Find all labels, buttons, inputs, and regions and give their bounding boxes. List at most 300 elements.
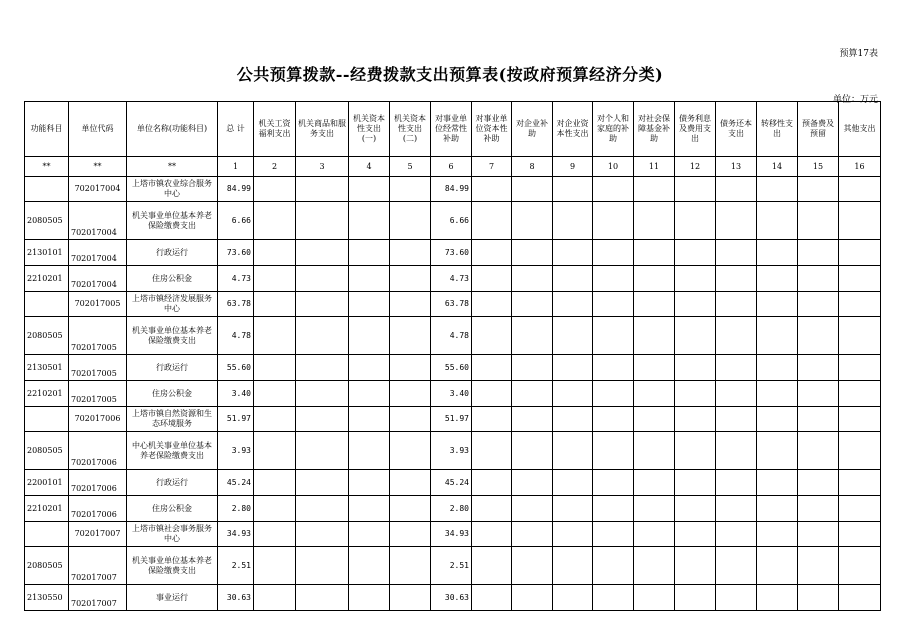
amount-cell (798, 177, 839, 202)
amount-cell: 3.40 (431, 381, 472, 407)
amount-cell (593, 292, 634, 317)
amount-cell (593, 202, 634, 240)
function-code-cell (25, 407, 69, 432)
amount-cell (798, 202, 839, 240)
unit-name-cell: 行政运行 (127, 240, 218, 266)
table-row (25, 470, 881, 496)
amount-cell (634, 317, 675, 355)
amount-cell (296, 432, 349, 470)
amount-cell (798, 547, 839, 585)
amount-cell: 30.63 (431, 585, 472, 611)
amount-cell (512, 381, 553, 407)
column-index: ** (25, 157, 69, 177)
amount-cell: 34.93 (431, 522, 472, 547)
amount-cell (634, 381, 675, 407)
amount-cell (716, 202, 757, 240)
amount-cell (593, 522, 634, 547)
amount-cell (472, 547, 512, 585)
table-row (25, 407, 881, 432)
amount-cell (757, 292, 798, 317)
amount-cell (512, 547, 553, 585)
function-code-cell: 2080505 (25, 317, 69, 355)
column-header: 单位名称(功能科目) (127, 102, 218, 157)
column-index: 16 (839, 157, 881, 177)
amount-cell: 73.60 (431, 240, 472, 266)
amount-cell (675, 355, 716, 381)
amount-cell (472, 407, 512, 432)
amount-cell (553, 202, 593, 240)
amount-cell (349, 381, 390, 407)
total-cell: 6.66 (218, 202, 254, 240)
unit-name-cell: 行政运行 (127, 470, 218, 496)
amount-cell: 6.66 (431, 202, 472, 240)
amount-cell (634, 355, 675, 381)
column-index: ** (127, 157, 218, 177)
amount-cell (716, 407, 757, 432)
amount-cell (472, 317, 512, 355)
unit-code-cell: 702017006 (69, 407, 127, 432)
amount-cell (472, 177, 512, 202)
amount-cell (839, 266, 881, 292)
unit-code-cell: 702017004 (69, 177, 127, 202)
amount-cell (254, 355, 296, 381)
unit-name-cell: 行政运行 (127, 355, 218, 381)
amount-cell: 55.60 (431, 355, 472, 381)
column-header: 功能科目 (25, 102, 69, 157)
function-code-cell: 2210201 (25, 381, 69, 407)
unit-name-cell: 上塔市镇社会事务服务中心 (127, 522, 218, 547)
amount-cell (296, 496, 349, 522)
column-index: 10 (593, 157, 634, 177)
amount-cell (798, 292, 839, 317)
amount-cell (472, 355, 512, 381)
amount-cell (798, 240, 839, 266)
amount-cell (798, 522, 839, 547)
table-row (25, 240, 881, 266)
unit-code-cell: 702017004 (69, 266, 127, 292)
function-code-cell: 2210201 (25, 266, 69, 292)
column-index: 4 (349, 157, 390, 177)
unit-name-cell: 上塔市镇自然资源和生态环境服务 (127, 407, 218, 432)
amount-cell (798, 317, 839, 355)
amount-cell (254, 381, 296, 407)
amount-cell (296, 585, 349, 611)
column-header: 机关工资福利支出 (254, 102, 296, 157)
amount-cell (593, 177, 634, 202)
amount-cell (553, 355, 593, 381)
amount-cell (798, 266, 839, 292)
column-index: 13 (716, 157, 757, 177)
amount-cell (553, 266, 593, 292)
amount-cell (675, 177, 716, 202)
function-code-cell: 2080505 (25, 202, 69, 240)
unit-code-cell: 702017004 (69, 240, 127, 266)
amount-cell (349, 240, 390, 266)
amount-cell (757, 381, 798, 407)
unit-name-cell: 机关事业单位基本养老保险缴费支出 (127, 547, 218, 585)
amount-cell (634, 585, 675, 611)
function-code-cell (25, 522, 69, 547)
amount-cell (512, 470, 553, 496)
amount-cell (839, 292, 881, 317)
amount-cell (798, 585, 839, 611)
amount-cell (512, 202, 553, 240)
amount-cell (634, 177, 675, 202)
function-code-cell: 2130101 (25, 240, 69, 266)
amount-cell (254, 317, 296, 355)
amount-cell (349, 177, 390, 202)
header-row (25, 102, 881, 157)
amount-cell (675, 266, 716, 292)
amount-cell (798, 432, 839, 470)
amount-cell (553, 547, 593, 585)
amount-cell (716, 496, 757, 522)
amount-cell (593, 432, 634, 470)
amount-cell (472, 470, 512, 496)
function-code-cell: 2080505 (25, 547, 69, 585)
amount-cell (390, 202, 431, 240)
column-index: 1 (218, 157, 254, 177)
unit-code-cell: 702017006 (69, 470, 127, 496)
column-index: 7 (472, 157, 512, 177)
total-cell: 30.63 (218, 585, 254, 611)
amount-cell (757, 202, 798, 240)
amount-cell (512, 177, 553, 202)
amount-cell (390, 177, 431, 202)
amount-cell (634, 470, 675, 496)
amount-cell (634, 432, 675, 470)
total-cell: 34.93 (218, 522, 254, 547)
amount-cell (390, 240, 431, 266)
amount-cell (512, 522, 553, 547)
amount-cell (349, 496, 390, 522)
amount-cell (839, 432, 881, 470)
amount-cell (634, 292, 675, 317)
amount-cell (593, 355, 634, 381)
column-index: 9 (553, 157, 593, 177)
amount-cell (593, 317, 634, 355)
amount-cell (254, 202, 296, 240)
amount-cell (349, 317, 390, 355)
amount-cell (553, 470, 593, 496)
amount-cell: 45.24 (431, 470, 472, 496)
column-index: 15 (798, 157, 839, 177)
function-code-cell: 2210201 (25, 496, 69, 522)
amount-cell (254, 522, 296, 547)
function-code-cell (25, 177, 69, 202)
amount-cell (593, 585, 634, 611)
column-header: 其他支出 (839, 102, 881, 157)
amount-cell (296, 240, 349, 266)
function-code-cell: 2080505 (25, 432, 69, 470)
amount-cell (798, 496, 839, 522)
unit-code-cell: 702017005 (69, 381, 127, 407)
column-index: 11 (634, 157, 675, 177)
amount-cell (349, 266, 390, 292)
amount-cell (634, 547, 675, 585)
amount-cell (553, 292, 593, 317)
column-header: 转移性支出 (757, 102, 798, 157)
amount-cell (675, 240, 716, 266)
unit-name-cell: 住房公积金 (127, 381, 218, 407)
amount-cell (472, 381, 512, 407)
amount-cell (839, 522, 881, 547)
amount-cell (675, 317, 716, 355)
column-header: 单位代码 (69, 102, 127, 157)
amount-cell (349, 585, 390, 611)
column-index: 2 (254, 157, 296, 177)
column-header: 机关资本性支出(一) (349, 102, 390, 157)
amount-cell (593, 240, 634, 266)
amount-cell (349, 432, 390, 470)
amount-cell (757, 496, 798, 522)
amount-cell (390, 470, 431, 496)
column-header: 预备费及预留 (798, 102, 839, 157)
amount-cell (296, 202, 349, 240)
amount-cell (716, 585, 757, 611)
amount-cell (593, 470, 634, 496)
amount-cell (349, 292, 390, 317)
unit-name-cell: 机关事业单位基本养老保险缴费支出 (127, 317, 218, 355)
amount-cell (512, 432, 553, 470)
amount-cell (839, 177, 881, 202)
unit-code-cell: 702017006 (69, 496, 127, 522)
function-code-cell: 2130550 (25, 585, 69, 611)
amount-cell (757, 432, 798, 470)
amount-cell (757, 177, 798, 202)
amount-cell (593, 496, 634, 522)
amount-cell (757, 355, 798, 381)
amount-cell (675, 202, 716, 240)
column-header: 对企业补助 (512, 102, 553, 157)
amount-cell (839, 202, 881, 240)
unit-code-cell: 702017005 (69, 355, 127, 381)
total-cell: 73.60 (218, 240, 254, 266)
column-index: 5 (390, 157, 431, 177)
amount-cell (839, 240, 881, 266)
amount-cell (839, 585, 881, 611)
unit-code-cell: 702017007 (69, 547, 127, 585)
amount-cell (757, 266, 798, 292)
amount-cell (593, 381, 634, 407)
unit-name-cell: 上塔市镇农业综合服务中心 (127, 177, 218, 202)
total-cell: 3.40 (218, 381, 254, 407)
amount-cell (472, 522, 512, 547)
amount-cell (634, 240, 675, 266)
amount-cell: 4.73 (431, 266, 472, 292)
amount-cell (472, 240, 512, 266)
amount-cell (349, 355, 390, 381)
amount-cell (296, 407, 349, 432)
amount-cell (349, 470, 390, 496)
amount-cell: 2.51 (431, 547, 472, 585)
amount-cell (390, 317, 431, 355)
amount-cell (512, 240, 553, 266)
column-header: 机关商品和服务支出 (296, 102, 349, 157)
column-index: 6 (431, 157, 472, 177)
unit-code-cell: 702017007 (69, 522, 127, 547)
amount-cell (716, 547, 757, 585)
column-header: 总 计 (218, 102, 254, 157)
amount-cell (716, 266, 757, 292)
amount-cell (296, 547, 349, 585)
unit-code-cell: 702017006 (69, 432, 127, 470)
amount-cell (593, 266, 634, 292)
total-cell: 3.93 (218, 432, 254, 470)
amount-cell (675, 292, 716, 317)
column-index: 14 (757, 157, 798, 177)
amount-cell (390, 547, 431, 585)
table-row (25, 496, 881, 522)
amount-cell: 51.97 (431, 407, 472, 432)
amount-cell (512, 355, 553, 381)
amount-cell (634, 496, 675, 522)
function-code-cell: 2130501 (25, 355, 69, 381)
amount-cell (296, 177, 349, 202)
unit-code-cell: 702017004 (69, 202, 127, 240)
amount-cell (254, 266, 296, 292)
column-header: 机关资本性支出(二) (390, 102, 431, 157)
amount-cell: 2.80 (431, 496, 472, 522)
amount-cell (472, 202, 512, 240)
amount-cell (390, 585, 431, 611)
amount-cell (472, 266, 512, 292)
amount-cell (839, 381, 881, 407)
table-row (25, 547, 881, 585)
amount-cell (757, 522, 798, 547)
amount-cell (716, 470, 757, 496)
amount-cell (390, 432, 431, 470)
total-cell: 2.80 (218, 496, 254, 522)
amount-cell (675, 547, 716, 585)
amount-cell (798, 407, 839, 432)
amount-cell (349, 547, 390, 585)
amount-cell (390, 292, 431, 317)
amount-cell (839, 407, 881, 432)
amount-cell (716, 432, 757, 470)
unit-code-cell: 702017005 (69, 292, 127, 317)
amount-cell (634, 522, 675, 547)
unit-name-cell: 住房公积金 (127, 266, 218, 292)
total-cell: 63.78 (218, 292, 254, 317)
amount-cell (349, 202, 390, 240)
column-header: 债务利息及费用支出 (675, 102, 716, 157)
amount-cell (675, 470, 716, 496)
table-row (25, 266, 881, 292)
amount-cell (296, 317, 349, 355)
column-header: 对企业资本性支出 (553, 102, 593, 157)
amount-cell (390, 522, 431, 547)
amount-cell (675, 432, 716, 470)
amount-cell (390, 407, 431, 432)
table-row (25, 317, 881, 355)
amount-cell (593, 407, 634, 432)
unit-name-cell: 事业运行 (127, 585, 218, 611)
table-row (25, 292, 881, 317)
amount-cell (390, 266, 431, 292)
amount-cell (254, 432, 296, 470)
amount-cell (390, 381, 431, 407)
amount-cell (553, 432, 593, 470)
amount-cell (716, 240, 757, 266)
table-row (25, 355, 881, 381)
column-header: 债务还本支出 (716, 102, 757, 157)
amount-cell (296, 522, 349, 547)
amount-cell (634, 266, 675, 292)
amount-cell (296, 266, 349, 292)
amount-cell (675, 522, 716, 547)
table-row (25, 432, 881, 470)
total-cell: 2.51 (218, 547, 254, 585)
amount-cell (757, 547, 798, 585)
amount-cell (296, 381, 349, 407)
amount-cell (675, 381, 716, 407)
amount-cell (553, 177, 593, 202)
amount-cell (634, 202, 675, 240)
amount-cell (553, 585, 593, 611)
amount-cell (757, 317, 798, 355)
unit-name-cell: 住房公积金 (127, 496, 218, 522)
unit-code-cell: 702017005 (69, 317, 127, 355)
amount-cell (254, 240, 296, 266)
amount-cell (512, 317, 553, 355)
amount-cell (553, 381, 593, 407)
amount-cell (553, 317, 593, 355)
amount-cell (839, 496, 881, 522)
amount-cell (716, 317, 757, 355)
amount-cell (675, 496, 716, 522)
amount-cell (254, 585, 296, 611)
amount-cell: 84.99 (431, 177, 472, 202)
amount-cell (757, 470, 798, 496)
amount-cell (839, 547, 881, 585)
table-row (25, 585, 881, 611)
amount-cell (349, 522, 390, 547)
unit-name-cell: 机关事业单位基本养老保险缴费支出 (127, 202, 218, 240)
column-header: 对事业单位资本性补助 (472, 102, 512, 157)
amount-cell (716, 522, 757, 547)
amount-cell (634, 407, 675, 432)
amount-cell: 63.78 (431, 292, 472, 317)
amount-cell (254, 470, 296, 496)
amount-cell (254, 547, 296, 585)
amount-cell (472, 585, 512, 611)
page-edge (0, 630, 900, 636)
unit-label: 单位：万元 (832, 95, 878, 105)
column-index: ** (69, 157, 127, 177)
amount-cell (553, 240, 593, 266)
table-row (25, 522, 881, 547)
amount-cell (296, 355, 349, 381)
column-header: 对个人和家庭的补助 (593, 102, 634, 157)
table-row (25, 202, 881, 240)
amount-cell (472, 432, 512, 470)
amount-cell (512, 496, 553, 522)
amount-cell (593, 547, 634, 585)
total-cell: 51.97 (218, 407, 254, 432)
amount-cell (839, 470, 881, 496)
amount-cell (716, 177, 757, 202)
amount-cell (553, 496, 593, 522)
amount-cell (512, 407, 553, 432)
amount-cell (512, 292, 553, 317)
amount-cell (254, 292, 296, 317)
unit-name-cell: 上塔市镇经济发展服务中心 (127, 292, 218, 317)
amount-cell (472, 496, 512, 522)
table-body (25, 177, 881, 611)
amount-cell (553, 407, 593, 432)
column-header: 对事业单位经常性补助 (431, 102, 472, 157)
